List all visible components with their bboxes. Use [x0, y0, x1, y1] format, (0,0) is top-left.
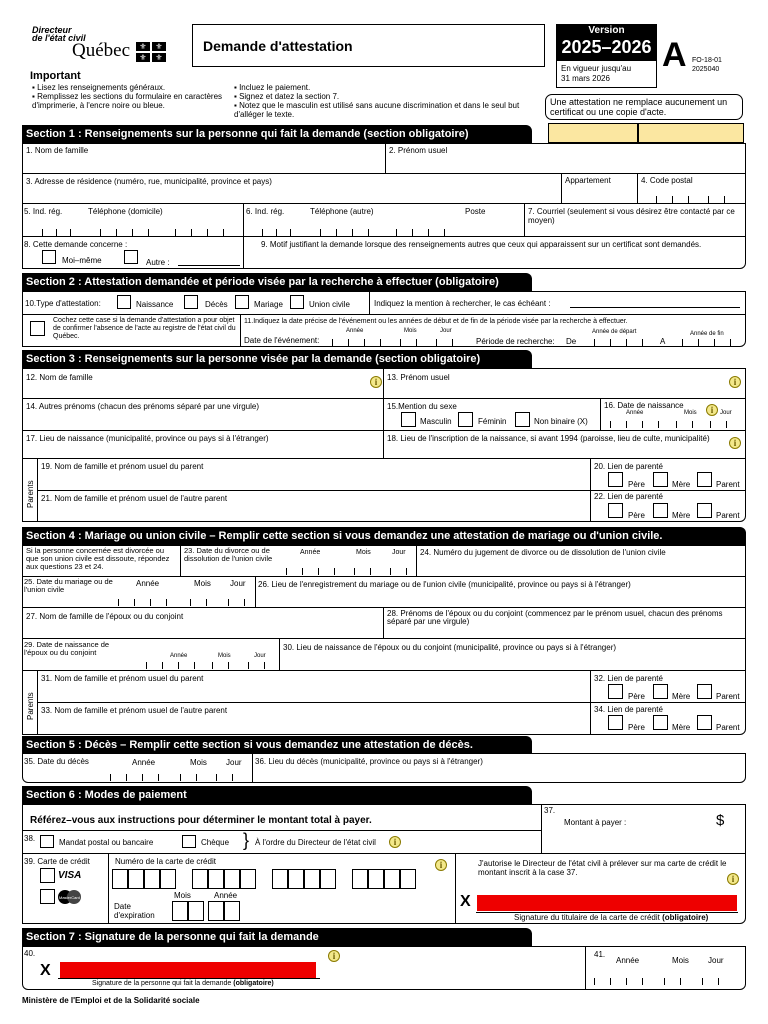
apartment-label: Appartement: [565, 176, 611, 185]
parent-checkbox[interactable]: [697, 503, 712, 518]
cheque-checkbox[interactable]: [182, 835, 196, 848]
death-checkbox[interactable]: [184, 295, 198, 309]
signature-x: X: [40, 962, 51, 979]
birth-date-input[interactable]: [604, 418, 744, 429]
field-25-label: 25. Date du mariage ou de l'union civile: [24, 577, 113, 594]
divorce-date-input[interactable]: [280, 563, 414, 575]
event-day-label: Jour: [440, 328, 452, 334]
field-20-label: 20. Lien de parenté: [594, 462, 663, 471]
visa-logo: VISA: [58, 870, 82, 881]
birthplace-input[interactable]: [24, 444, 381, 457]
org-line2: de l'état civil: [32, 33, 86, 43]
event-year-label: Année: [346, 328, 364, 334]
section-3-header: Section 3 : Renseignements sur la personne visée par la demande (section obligatoire): [22, 350, 532, 368]
field-4-label: 4. Code postal: [641, 176, 693, 185]
spouse-last-name-input[interactable]: [24, 622, 381, 637]
home-phone-label: Téléphone (domicile): [88, 207, 163, 216]
other-input[interactable]: [178, 254, 240, 265]
dollar-sign: $: [716, 812, 725, 829]
father-label: Père: [628, 511, 645, 520]
field-24-label: 24. Numéro du jugement de divorce ou de dissolution de l'union civile: [420, 548, 666, 557]
important-bullet-5: ▪ Notez que le masculin est utilisé sans aucune discrimination et dans le seul but d'alléger le texte.: [234, 101, 520, 119]
info-icon[interactable]: i: [328, 950, 340, 962]
father-checkbox[interactable]: [608, 715, 623, 730]
field-40-label: 40.: [24, 949, 36, 958]
sign-year-label: Année: [616, 956, 640, 965]
judgment-number-input[interactable]: [420, 559, 744, 575]
mastercard-checkbox[interactable]: [40, 889, 55, 904]
payment-instructions: Référez–vous aux instructions pour déterminer le montant total à payer.: [30, 815, 372, 826]
to-label: A: [660, 337, 666, 346]
absence-label: Cochez cette case si la demande d'attestation a pour objet de confirmer l'absence de l'acte au registre de l'état civil du Québec.: [53, 317, 236, 340]
event-date-label: Date de l'événement:: [244, 336, 320, 345]
field-30-label: 30. Lieu de naissance de l'époux ou du conjoint (municipalité, province ou pays si à l'étranger): [283, 643, 617, 652]
field-29-label: 29. Date de naissance de l'époux ou du conjoint: [24, 640, 110, 657]
info-icon[interactable]: i: [727, 873, 739, 885]
field-12-label: 12. Nom de famille: [26, 373, 93, 382]
mastercard-logo: MasterCard: [58, 890, 82, 904]
field-18-label: 18. Lieu de l'inscription de la naissance, si avant 1994 (paroisse, lieu de culte, municipalité): [387, 434, 710, 443]
version-years: 2025–2026: [561, 37, 652, 57]
important-bullet-2: ▪ Remplissez les sections du formulaire en caractères d'imprimerie, à l'encre noire ou bleue.: [32, 92, 223, 110]
spouse-first-names-input[interactable]: [386, 627, 744, 637]
address-input[interactable]: [24, 186, 559, 202]
event-date-input[interactable]: [330, 334, 460, 346]
field-27-label: 27. Nom de famille de l'époux ou du conjoint: [26, 612, 184, 621]
field-28-label: 28. Prénoms de l'époux ou du conjoint (commencez par le prénom usuel, chacun des prénoms séparé par une virgule): [387, 609, 723, 626]
male-label: Masculin: [420, 417, 452, 426]
field-14-label: 14. Autres prénoms (chacun des prénoms séparé par une virgule): [26, 402, 260, 411]
field-17-label: 17. Lieu de naissance (municipalité, province ou pays si à l'étranger): [26, 434, 269, 443]
quebec-wordmark: Québec: [72, 40, 131, 61]
civil-union-label: Union civile: [309, 300, 350, 309]
field-23-label: 23. Date du divorce ou de dissolution de l'union civile: [184, 546, 273, 563]
card-number-input[interactable]: [112, 869, 452, 891]
section-4-header: Section 4 : Mariage ou union civile – Remplir cette section si vous demandez une attestation de mariage ou d'union civile.: [22, 527, 746, 545]
field-32-label: 32. Lien de parenté: [594, 674, 663, 683]
start-year-input[interactable]: [592, 337, 652, 347]
info-icon[interactable]: i: [729, 437, 741, 449]
fleur-de-lis-flag-icon: ⚜ ⚜ ⚜ ⚜: [136, 42, 166, 62]
mother-label: Mère: [672, 723, 691, 732]
spouse-birth-year-label: Année: [170, 653, 188, 659]
death-month-label: Mois: [190, 758, 207, 767]
field-22-label: 22. Lien de parenté: [594, 492, 663, 501]
field-41-label: 41.: [594, 950, 606, 959]
parent-checkbox[interactable]: [697, 715, 712, 730]
parents-side-label: Parents: [26, 480, 35, 508]
field-1-label: 1. Nom de famille: [26, 146, 89, 155]
divorce-month-label: Mois: [356, 549, 371, 556]
female-checkbox[interactable]: [458, 412, 473, 427]
amount-label: Montant à payer :: [564, 818, 627, 827]
section-1-header: Section 1 : Renseignements sur la personne qui fait la demande (section obligatoire): [22, 125, 532, 143]
info-icon[interactable]: i: [729, 376, 741, 388]
spouse-birthplace-input[interactable]: [282, 653, 744, 669]
non-binary-checkbox[interactable]: [515, 412, 530, 427]
myself-label: Moi–même: [62, 256, 102, 265]
birth-day-label: Jour: [720, 410, 732, 416]
spouse-birth-day-label: Jour: [254, 653, 266, 659]
spouse-parent-2-input[interactable]: [40, 716, 588, 733]
field-31-label: 31. Nom de famille et prénom usuel du parent: [41, 674, 204, 683]
applicant-signature-label: Signature de la personne qui fait la demande (obligatoire): [92, 980, 274, 987]
death-date-input[interactable]: [108, 770, 250, 782]
spouse-parent-1-input[interactable]: [40, 684, 588, 701]
parent-checkbox[interactable]: [697, 472, 712, 487]
mother-label: Mère: [672, 692, 691, 701]
mother-checkbox[interactable]: [653, 715, 668, 730]
father-label: Père: [628, 692, 645, 701]
birth-checkbox[interactable]: [117, 295, 131, 309]
info-icon[interactable]: i: [706, 404, 718, 416]
birth-month-label: Mois: [684, 410, 697, 416]
info-icon[interactable]: i: [389, 836, 401, 848]
parents-side-label: Parents: [26, 692, 35, 720]
father-checkbox[interactable]: [608, 472, 623, 487]
important-bullet-1: ▪ Lisez les renseignements généraux.: [32, 83, 166, 92]
mother-label: Mère: [672, 511, 691, 520]
expiry-label: Date d'expiration: [114, 902, 155, 920]
field-33-label: 33. Nom de famille et prénom usuel de l'autre parent: [41, 706, 228, 715]
form-letter: A: [662, 36, 687, 74]
parent-label: Parent: [716, 723, 740, 732]
marriage-day-label: Jour: [230, 579, 246, 588]
male-checkbox[interactable]: [401, 412, 416, 427]
parent-2-name-input[interactable]: [40, 504, 588, 521]
exp-year-label: Année: [214, 891, 238, 900]
field-3-label: 3. Adresse de résidence (numéro, rue, municipalité, province et pays): [26, 177, 272, 186]
field-6-label: 6. Ind. rég.: [246, 207, 285, 216]
visa-checkbox[interactable]: [40, 868, 55, 883]
mother-checkbox[interactable]: [653, 472, 668, 487]
field-8-label: 8. Cette demande concerne :: [24, 240, 128, 249]
end-year-input[interactable]: [680, 337, 742, 347]
authorization-text: J'autorise le Directeur de l'état civil à prélever sur ma carte de crédit le montant inscrit à la case 37.: [478, 859, 727, 877]
applicant-signature-input[interactable]: [60, 962, 316, 978]
end-year-label: Année de fin: [690, 331, 724, 337]
field-7-label: 7. Courriel (seulement si vous désirez être contacté par ce moyen): [528, 207, 735, 225]
father-label: Père: [628, 723, 645, 732]
myself-checkbox[interactable]: [42, 250, 56, 264]
card-number-label: Numéro de la carte de crédit: [115, 857, 216, 866]
birth-registration-input[interactable]: [386, 444, 724, 457]
amount-input[interactable]: [640, 810, 714, 830]
sign-month-label: Mois: [672, 956, 689, 965]
death-day-label: Jour: [226, 758, 242, 767]
other-first-names-input[interactable]: [24, 412, 381, 429]
field-21-label: 21. Nom de famille et prénom usuel de l'autre parent: [41, 494, 228, 503]
cheque-label: Chèque: [201, 838, 230, 847]
form-code1: FO-18-01: [692, 57, 722, 64]
field-39-label: 39. Carte de crédit: [24, 857, 90, 866]
start-year-label: Année de départ: [592, 329, 637, 335]
signature-date-input[interactable]: [592, 972, 744, 986]
event-month-label: Mois: [404, 328, 417, 334]
divorce-note: Si la personne concernée est divorcée ou que son union civile est dissoute, répondez aux questions 23 et 24.: [26, 546, 170, 571]
marriage-place-input[interactable]: [258, 590, 744, 606]
last-name-input[interactable]: [24, 156, 382, 172]
info-icon[interactable]: i: [435, 859, 447, 871]
spouse-birth-date-input[interactable]: [140, 660, 276, 669]
field-16-label: 16. Date de naissance: [604, 401, 684, 410]
death-year-label: Année: [132, 758, 156, 767]
payable-to-label: À l'ordre du Directeur de l'état civil: [255, 838, 376, 847]
field-26-label: 26. Lieu de l'enregistrement du mariage ou de l'union civile (municipalité, province ou pays si à l'étranger): [258, 580, 631, 589]
important-bullet-4: ▪ Signez et datez la section 7.: [234, 92, 340, 101]
section-1-highlight-2: [638, 123, 744, 143]
field-36-label: 36. Lieu du décès (municipalité, province ou pays si à l'étranger): [255, 757, 483, 766]
spouse-birth-month-label: Mois: [218, 653, 231, 659]
field-19-label: 19. Nom de famille et prénom usuel du parent: [41, 462, 204, 471]
field-9-label: 9. Motif justifiant la demande lorsque des renseignements autres que ceux qui apparaissent sur un certificat sont demandés.: [261, 240, 702, 249]
money-order-checkbox[interactable]: [40, 835, 54, 848]
other-checkbox[interactable]: [124, 250, 138, 264]
mother-checkbox[interactable]: [653, 503, 668, 518]
expiry-input[interactable]: [172, 901, 244, 922]
subject-first-name-input[interactable]: [386, 383, 724, 397]
birth-year-label: Année: [626, 410, 644, 416]
important-bullet-3: ▪ Incluez le paiement.: [234, 83, 311, 92]
marriage-checkbox[interactable]: [235, 295, 249, 309]
version-label: Version: [588, 25, 625, 36]
field-10-label: 10.Type d'attestation:: [25, 299, 101, 308]
cardholder-signature-label: Signature du titulaire de la carte de crédit (obligatoire): [514, 913, 709, 922]
parent-1-name-input[interactable]: [40, 472, 588, 489]
section-5-header: Section 5 : Décès – Remplir cette section si vous demandez une attestation de décès.: [22, 736, 532, 754]
first-name-input[interactable]: [388, 156, 743, 172]
marriage-year-label: Année: [136, 579, 160, 588]
father-checkbox[interactable]: [608, 684, 623, 699]
exp-month-label: Mois: [174, 891, 191, 900]
divorce-day-label: Jour: [392, 549, 406, 556]
marriage-month-label: Mois: [194, 579, 211, 588]
mother-label: Mère: [672, 480, 691, 489]
important-note: Une attestation ne remplace aucunement un certificat ou une copie d'acte.: [545, 94, 743, 120]
validity-line2: 31 mars 2026: [561, 74, 610, 83]
death-label: Décès: [205, 300, 228, 309]
father-label: Père: [628, 480, 645, 489]
section-1-highlight-1: [548, 123, 638, 143]
father-checkbox[interactable]: [608, 503, 623, 518]
field-37-label: 37.: [544, 806, 556, 815]
marriage-label: Mariage: [254, 300, 283, 309]
extension-label: Poste: [465, 207, 486, 216]
parent-label: Parent: [716, 511, 740, 520]
field-13-label: 13. Prénom usuel: [387, 373, 450, 382]
search-period-label: Période de recherche:: [476, 337, 555, 346]
field-5-label: 5. Ind. rég.: [24, 207, 63, 216]
form-code2: 2025040: [692, 66, 720, 73]
parent-label: Parent: [716, 692, 740, 701]
title-box: [192, 24, 545, 67]
female-label: Féminin: [478, 417, 507, 426]
email-input[interactable]: [526, 226, 744, 236]
section-2-header: Section 2 : Attestation demandée et période visée par la recherche à effectuer (obligatoire): [22, 273, 532, 291]
divorce-year-label: Année: [300, 549, 321, 556]
other-phone-label: Téléphone (autre): [310, 207, 374, 216]
section-6-header: Section 6 : Modes de paiement: [22, 786, 532, 804]
footer-ministry: Ministère de l'Emploi et de la Solidarité sociale: [22, 996, 200, 1005]
signature-x: X: [460, 893, 471, 910]
brace: }: [243, 830, 250, 850]
reason-input[interactable]: [247, 250, 744, 267]
info-icon[interactable]: i: [370, 376, 382, 388]
other-label: Autre :: [146, 258, 170, 267]
sign-day-label: Jour: [708, 956, 724, 965]
other-phone-input[interactable]: [246, 218, 522, 235]
parent-checkbox[interactable]: [697, 684, 712, 699]
from-label: De: [566, 337, 577, 346]
cardholder-signature-input[interactable]: [477, 895, 737, 911]
mention-input[interactable]: [570, 296, 740, 307]
death-place-input[interactable]: [256, 767, 744, 782]
money-order-label: Mandat postal ou bancaire: [59, 838, 154, 847]
org-line1: Directeur: [32, 25, 72, 35]
logo: [32, 26, 172, 66]
important-title: Important: [30, 70, 81, 82]
birth-label: Naissance: [136, 300, 174, 309]
field-2-label: 2. Prénom usuel: [389, 146, 448, 155]
field-11-label: 11.Indiquez la date précise de l'événement ou les années de début et de fin de la période visée par la recherche à effectuer.: [244, 318, 628, 325]
validity-line1: En vigueur jusqu'au: [561, 64, 632, 73]
field-38-label: 38.: [24, 834, 36, 843]
form-title: Demande d'attestation: [203, 38, 353, 54]
non-binary-label: Non binaire (X): [534, 417, 588, 426]
field-34-label: 34. Lien de parenté: [594, 705, 663, 714]
field-35-label: 35. Date du décès: [24, 757, 89, 766]
mother-checkbox[interactable]: [653, 684, 668, 699]
civil-union-checkbox[interactable]: [290, 295, 304, 309]
absence-checkbox[interactable]: [30, 321, 45, 336]
version-block: [556, 24, 657, 88]
section-7-header: Section 7 : Signature de la personne qui fait la demande: [22, 928, 532, 946]
subject-last-name-input[interactable]: [24, 383, 364, 397]
parent-label: Parent: [716, 480, 740, 489]
field-15-label: 15.Mention du sexe: [387, 402, 457, 411]
mention-label: Indiquez la mention à rechercher, le cas échéant :: [374, 299, 551, 308]
